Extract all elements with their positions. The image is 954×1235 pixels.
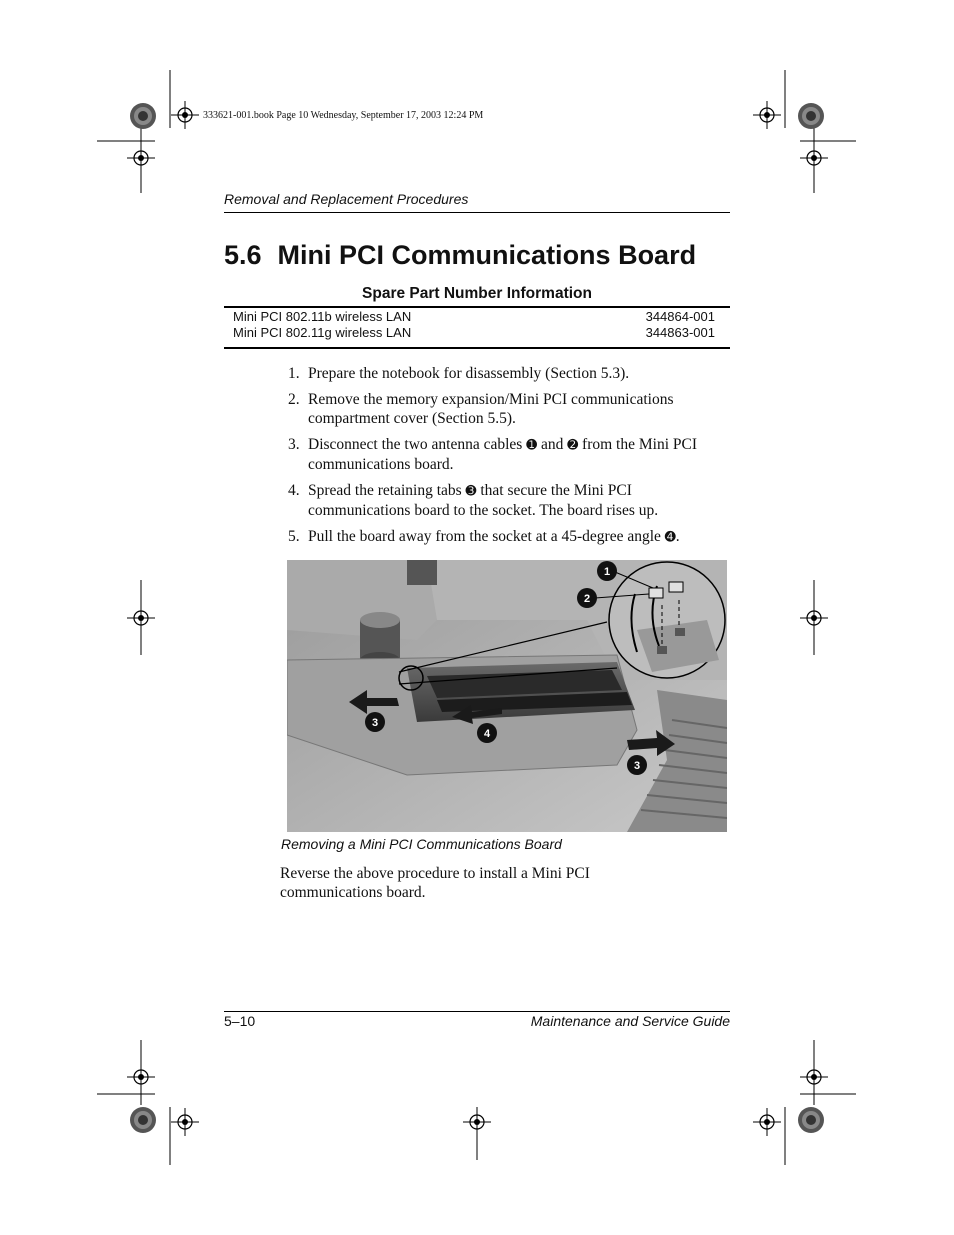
- part-number: 344864-001: [645, 309, 715, 324]
- footer-rule: [224, 1011, 730, 1012]
- running-head: Removal and Replacement Procedures: [224, 191, 469, 207]
- running-foot: Maintenance and Service Guide: [530, 1013, 730, 1029]
- list-item: 1. Prepare the notebook for disassembly (Section 5.3).: [288, 365, 630, 382]
- callout-badge-1-icon: [597, 561, 617, 581]
- header-rule: [224, 212, 730, 213]
- callout-badge-3b-icon: [627, 755, 647, 775]
- table-row: [233, 309, 715, 324]
- closing-paragraph: Reverse the above procedure to install a Mini PCI communications board.: [280, 865, 590, 901]
- part-number: 344863-001: [645, 325, 715, 340]
- callout-badge-2-icon: [577, 588, 597, 608]
- callout-4-icon: ➍: [664, 530, 676, 545]
- svg-text:2: 2: [583, 593, 591, 605]
- mini-pci-removal-illustration: [287, 560, 727, 832]
- table-top-rule: [224, 306, 730, 308]
- page-number: 5–10: [224, 1013, 256, 1029]
- list-item: 4. Spread the retaining tabs ➌ that secure the Mini PCI communications board to the socket. The board rises up.: [288, 482, 659, 519]
- section-number: 5.6: [224, 240, 262, 270]
- callout-2-icon: ➋: [567, 438, 579, 453]
- table-bottom-rule: [224, 347, 730, 349]
- section-title-text: Mini PCI Communications Board: [277, 240, 697, 270]
- procedure-steps: [288, 364, 733, 554]
- table-row: [233, 325, 715, 340]
- list-item: 5. Pull the board away from the socket at a 45-degree angle ➍.: [288, 528, 680, 545]
- svg-text:3: 3: [371, 717, 379, 729]
- callout-badge-3-icon: [365, 712, 385, 732]
- section-title: [224, 240, 696, 271]
- list-item: 3. Disconnect the two antenna cables ➊ and ➋ from the Mini PCI communications board.: [288, 436, 698, 473]
- figure-caption: Removing a Mini PCI Communications Board: [281, 836, 562, 852]
- print-info: 333621-001.book Page 10 Wednesday, September 17, 2003 12:24 PM: [203, 110, 484, 121]
- callout-1-icon: ➊: [526, 438, 538, 453]
- part-description: Mini PCI 802.11b wireless LAN: [233, 309, 412, 324]
- part-description: Mini PCI 802.11g wireless LAN: [233, 325, 412, 340]
- callout-3-icon: ➌: [465, 484, 477, 499]
- svg-text:1: 1: [603, 566, 611, 578]
- list-item: 2. Remove the memory expansion/Mini PCI communications compartment cover (Section 5.5).: [288, 391, 674, 427]
- table-caption: Spare Part Number Information: [362, 285, 592, 302]
- callout-badge-4-icon: [477, 723, 497, 743]
- svg-text:4: 4: [483, 728, 491, 740]
- svg-text:3: 3: [633, 760, 641, 772]
